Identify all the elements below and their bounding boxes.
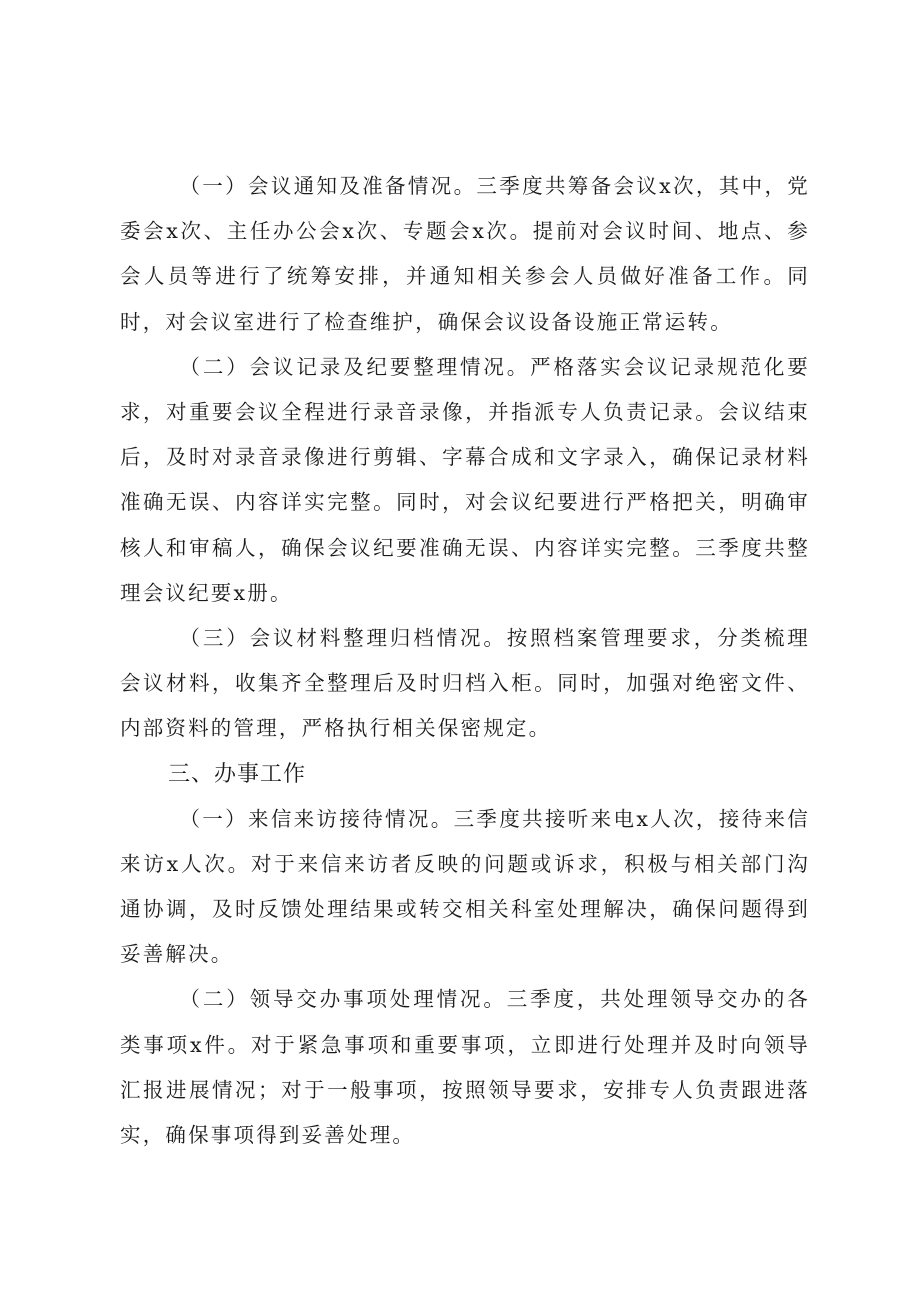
paragraph-leader-assignments: （二）领导交办事项处理情况。三季度，共处理领导交办的各类事项x件。对于紧急事项和重要事项，立即进行处理并及时向领导汇报进展情况；对于一般事项，按照领导要求，安排专人负责跟进落实，确保事项得到妥善处理。 [120, 987, 810, 1148]
paragraph-meeting-minutes: （二）会议记录及纪要整理情况。严格落实会议记录规范化要求，对重要会议全程进行录音录像，并指派专人负责记录。会议结束后，及时对录音录像进行剪辑、字幕合成和文字录入，确保记录材料准确无误、内容详实完整。同时，对会议纪要进行严格把关，明确审核人和审稿人，确保会议纪要准确无误、内容详实完整。三季度共整理会议纪要x册。 [120, 354, 810, 605]
paragraph-letters-visits: （一）来信来访接待情况。三季度共接听来电x人次，接待来信来访x人次。对于来信来访者反映的问题或诉求，积极与相关部门沟通协调，及时反馈处理结果或转交相关科室处理解决，确保问题得到妥善解决。 [120, 806, 810, 967]
paragraph-meeting-archive: （三）会议材料整理归档情况。按照档案管理要求，分类梳理会议材料，收集齐全整理后及时归档入柜。同时，加强对绝密文件、内部资料的管理，严格执行相关保密规定。 [120, 626, 810, 741]
paragraph-meeting-notice: （一）会议通知及准备情况。三季度共筹备会议x次，其中，党委会x次、主任办公会x次、专题会x次。提前对会议时间、地点、参会人员等进行了统筹安排，并通知相关参会人员做好准备工作。同时，对会议室进行了检查维护，确保会议设备设施正常运转。 [120, 174, 810, 334]
document-body [120, 164, 810, 1158]
section-heading: 三、办事工作 [168, 761, 307, 787]
